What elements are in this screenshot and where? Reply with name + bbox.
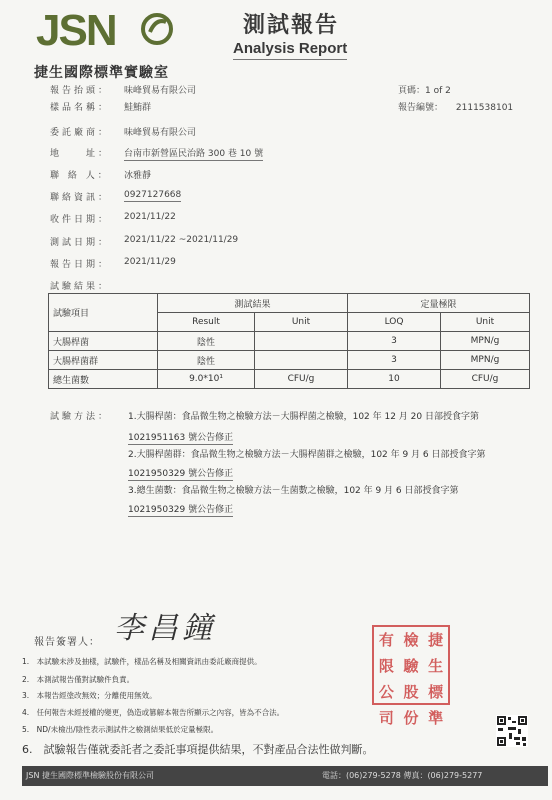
header-result: Result xyxy=(158,313,255,332)
field-label-title: 報告抬頭： xyxy=(50,86,111,96)
table-row xyxy=(49,332,530,351)
header-test-item: 試驗項目 xyxy=(49,294,158,332)
header-limit-group: 定量極限 xyxy=(348,294,530,313)
field-value-received-date: 2021/11/22 xyxy=(124,212,176,222)
qr-code-icon xyxy=(496,715,528,747)
note-item: 6. 試驗報告僅就委託者之委託事項提供結果，不對產品合法性做判斷。 xyxy=(22,743,374,756)
note-item: 2. 本測試報告僅對試驗件負責。 xyxy=(22,675,135,684)
field-label-report-date: 報告日期： xyxy=(50,260,111,270)
report-title-english: Analysis Report xyxy=(233,40,347,60)
cell-result: 9.0*10¹ xyxy=(158,370,255,389)
cell-item: 大腸桿菌 xyxy=(49,332,158,351)
cell-item: 總生菌數 xyxy=(49,370,158,389)
field-value-title: 味峰貿易有限公司 xyxy=(124,86,197,96)
logo-text: JSN xyxy=(36,6,116,55)
field-value-contact: 冰雅靜 xyxy=(124,171,152,181)
stamp-char: 有 xyxy=(378,631,394,649)
table-row xyxy=(49,370,530,389)
page-number: 頁碼：1 of 2 xyxy=(398,86,451,96)
stamp-char: 公 xyxy=(378,683,394,701)
note-item: 3. 本報告經塗改無效；分離使用無效。 xyxy=(22,691,157,700)
cell-loq-unit: MPN/g xyxy=(441,332,530,351)
method-line: 3.總生菌數：食品微生物之檢驗方法－生菌數之檢驗，102 年 9 月 6 日部授食字第 xyxy=(128,486,459,496)
table-header-row xyxy=(49,294,530,313)
field-value-client: 味峰貿易有限公司 xyxy=(124,128,197,138)
stamp-char: 限 xyxy=(378,657,394,675)
signature: 李昌鐘 xyxy=(114,611,216,646)
note-item: 5. ND/未檢出/陰性表示測試件之檢測結果低於定量極限。 xyxy=(22,725,219,734)
stamp-char: 準 xyxy=(428,709,444,727)
report-title: 測試報告 xyxy=(243,13,340,38)
logo-swirl-icon xyxy=(140,10,174,48)
report-number-label: 報告編號： xyxy=(398,103,444,113)
field-label-address: 地 址： xyxy=(50,149,111,159)
field-value-sample: 鮭鮪群 xyxy=(124,103,152,113)
stamp-char: 檢 xyxy=(403,631,419,649)
stamp-char: 份 xyxy=(403,709,419,727)
method-line: 2.大腸桿菌群：食品微生物之檢驗方法－大腸桿菌群之檢驗，102 年 9 月 6 日部授食字第 xyxy=(128,450,486,460)
stamp-char: 股 xyxy=(403,683,419,701)
company-logo xyxy=(36,6,176,58)
field-value-phone: 0927127668 xyxy=(124,190,182,200)
field-label-results: 試驗結果： xyxy=(50,282,111,292)
field-label-client: 委託廠商： xyxy=(50,128,111,138)
cell-item: 大腸桿菌群 xyxy=(49,351,158,370)
method-line: 1.大腸桿菌：食品微生物之檢驗方法－大腸桿菌之檢驗，102 年 12 月 20 日部授食字第 xyxy=(128,412,479,422)
stamp-char: 驗 xyxy=(403,657,419,675)
results-table xyxy=(48,293,530,389)
field-value-report-date: 2021/11/29 xyxy=(124,257,176,267)
cell-result: 陰性 xyxy=(158,332,255,351)
field-label-sample: 樣品名稱： xyxy=(50,103,111,113)
note-item: 4. 任何報告未經授權的變更，偽造或篡解本報告所顯示之內容，皆為不合法。 xyxy=(22,708,285,717)
stamp-char: 捷 xyxy=(428,631,444,649)
cell-result: 陰性 xyxy=(158,351,255,370)
field-value-test-date: 2021/11/22 ~2021/11/29 xyxy=(124,235,239,245)
field-value-address: 台南市新營區民治路 300 巷 10 號 xyxy=(124,146,263,161)
stamp-char: 標 xyxy=(428,683,444,701)
field-label-phone: 聯絡資訊： xyxy=(50,193,111,203)
report-number-value: 2111538101 xyxy=(455,103,514,113)
cell-loq-unit: MPN/g xyxy=(441,351,530,370)
field-label-test-date: 測試日期： xyxy=(50,238,111,248)
report-number xyxy=(398,100,513,113)
stamp-char: 生 xyxy=(428,657,444,675)
table-row xyxy=(49,351,530,370)
method-label: 試驗方法： xyxy=(50,412,111,422)
cell-loq: 10 xyxy=(348,370,441,389)
method-line: 1021950329 號公告修正 xyxy=(128,502,233,517)
header-loq: LOQ xyxy=(348,313,441,332)
footer-bar: JSN 捷生國際標準檢驗股份有限公司 電話：(06)279-5278 傳真：(06)279-5277 xyxy=(22,766,548,786)
company-stamp xyxy=(372,625,450,727)
method-line: 1021950329 號公告修正 xyxy=(128,466,233,481)
header-unit: Unit xyxy=(255,313,348,332)
lab-name: 捷生國際標準實驗室 xyxy=(34,65,169,81)
note-item: 1. 本試驗未涉及抽樣，試驗件，樣品名稱及相關資訊由委託廠商提供。 xyxy=(22,657,262,666)
cell-loq-unit: CFU/g xyxy=(441,370,530,389)
field-label-contact: 聯 絡 人： xyxy=(50,171,110,181)
signer-label: 報告簽署人： xyxy=(34,637,100,648)
header-result-group: 測試結果 xyxy=(158,294,348,313)
cell-loq: 3 xyxy=(348,351,441,370)
cell-unit xyxy=(255,332,348,351)
field-label-received-date: 收件日期： xyxy=(50,215,111,225)
header-unit-loq: Unit xyxy=(441,313,530,332)
cell-unit xyxy=(255,351,348,370)
method-line: 1021951163 號公告修正 xyxy=(128,430,233,445)
cell-loq: 3 xyxy=(348,332,441,351)
cell-unit: CFU/g xyxy=(255,370,348,389)
stamp-char: 司 xyxy=(378,709,394,727)
